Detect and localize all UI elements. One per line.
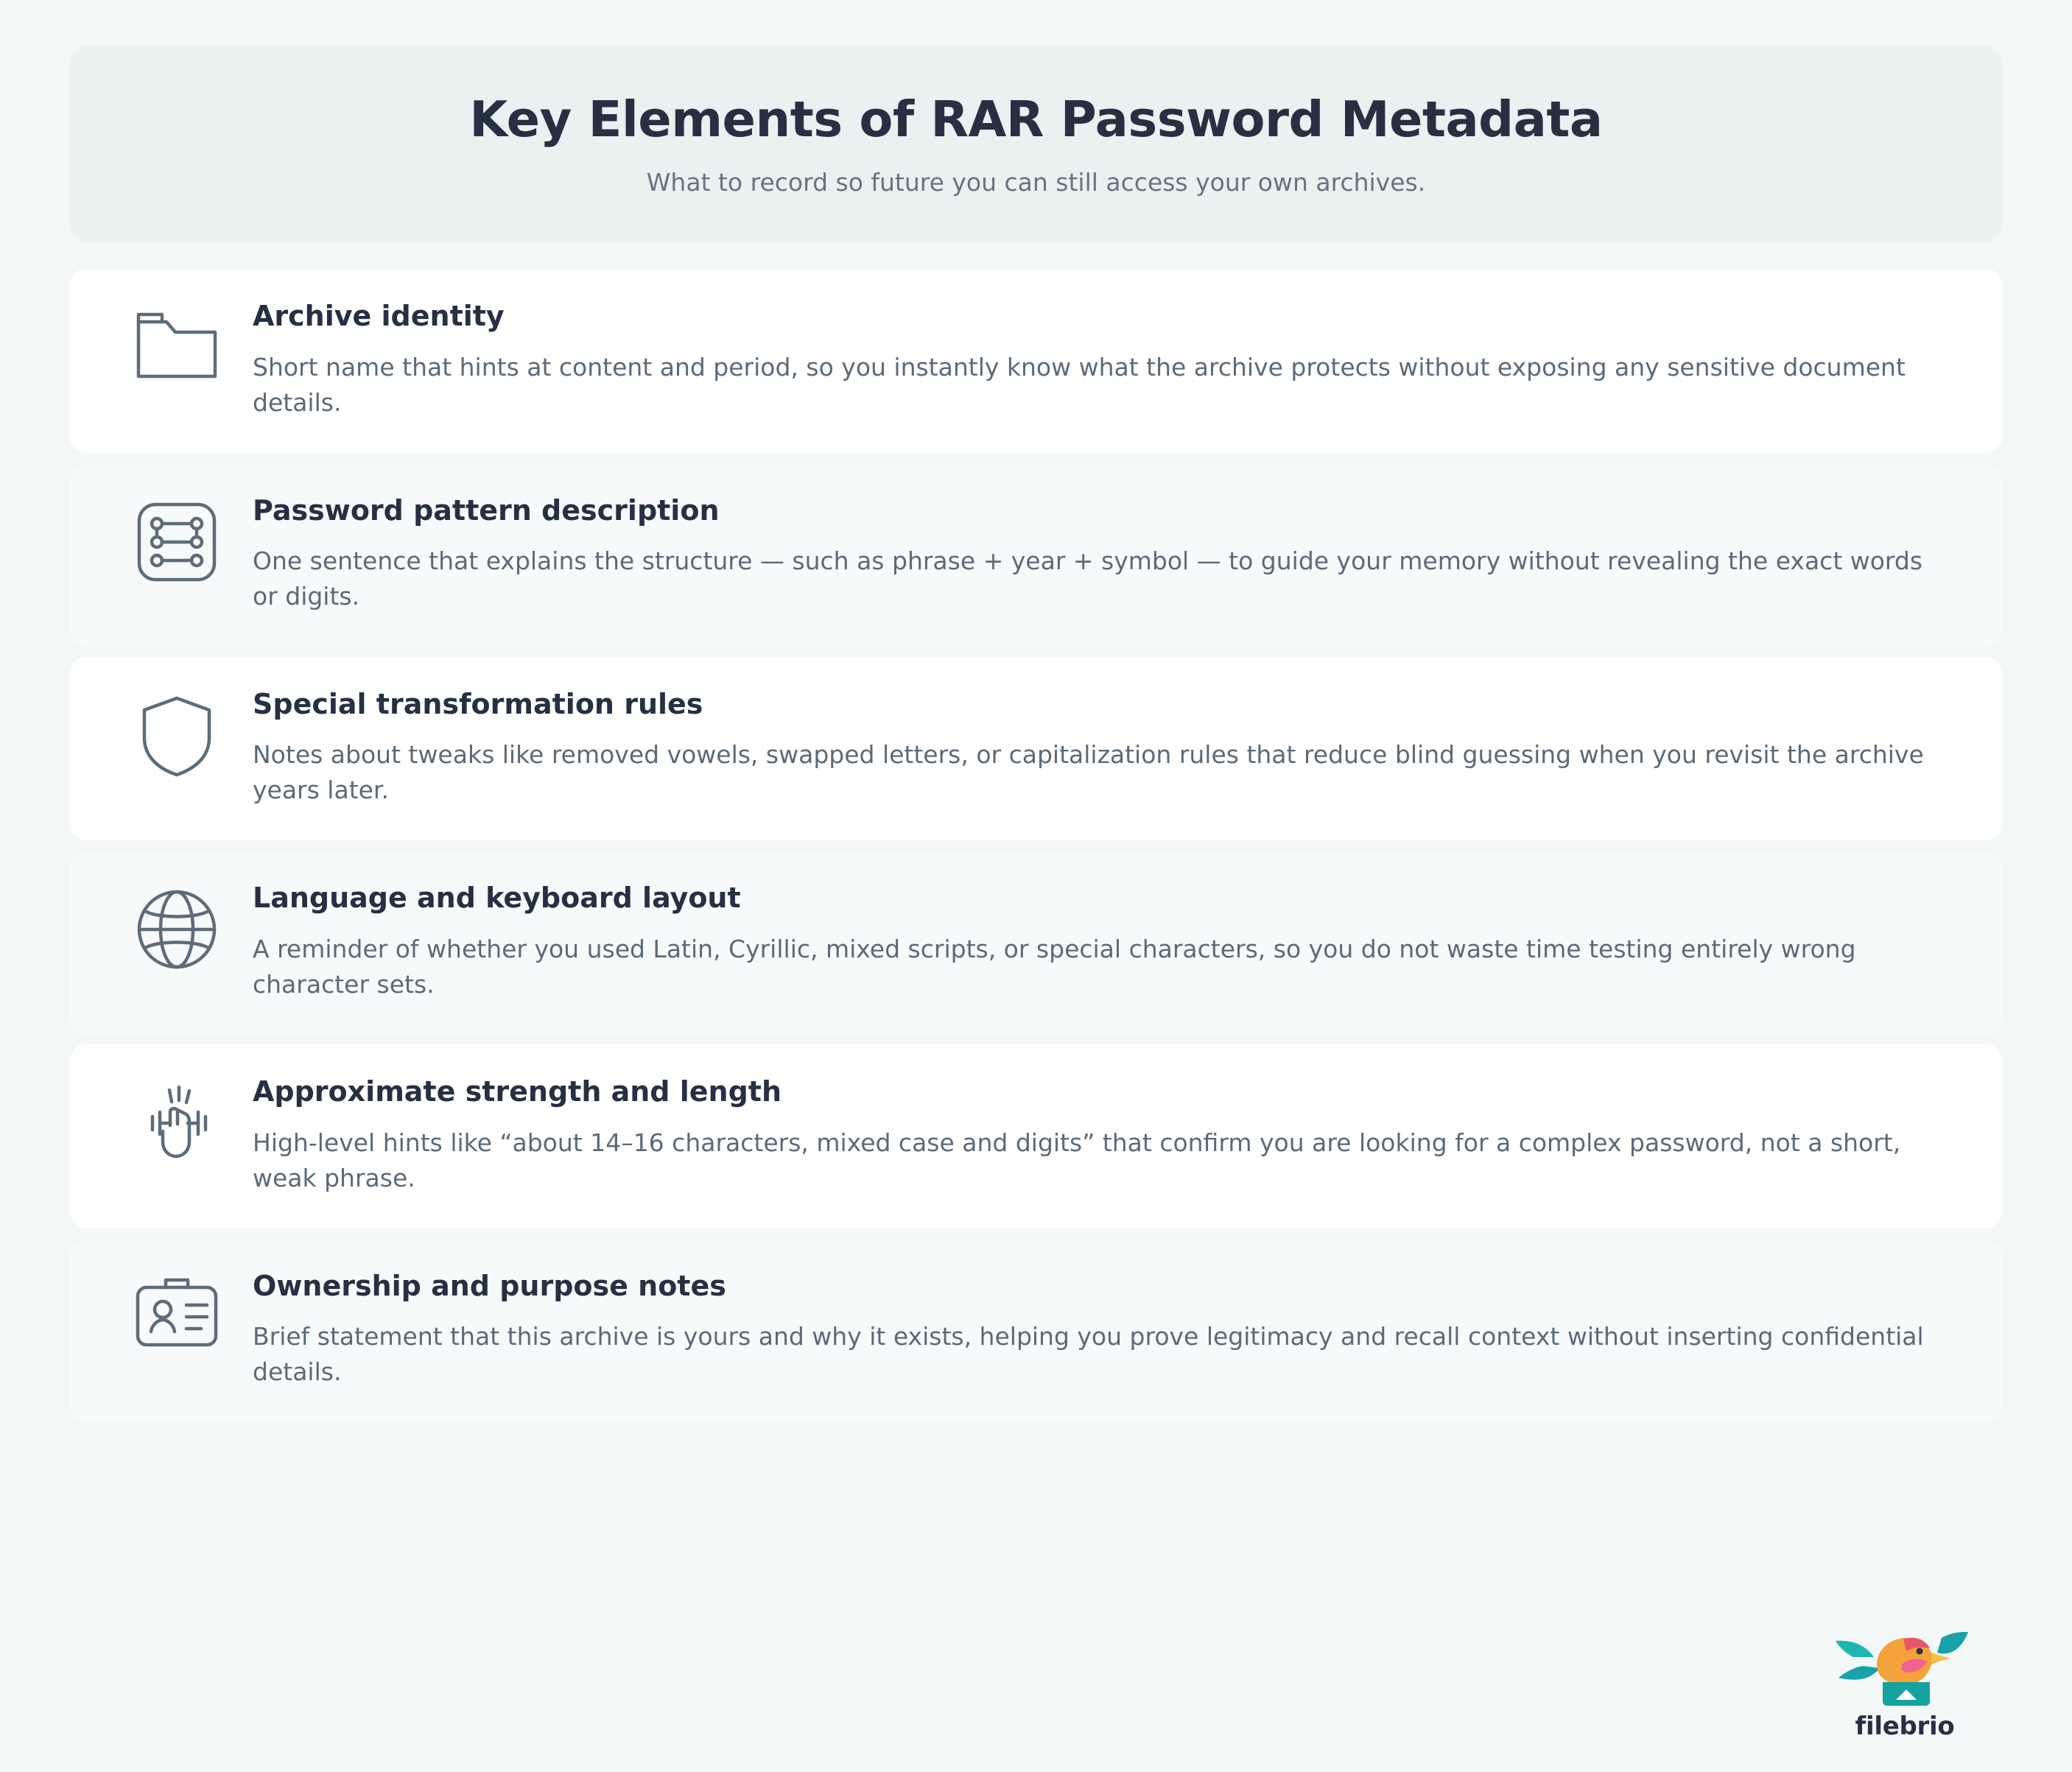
list-item-title: Special transformation rules	[253, 687, 703, 720]
list-item-body	[239, 1270, 1958, 1390]
list-item-title: Language and keyboard layout	[253, 882, 741, 915]
list-item-description: A reminder of whether you used Latin, Cyrillic, mixed scripts, or special characters, so you do not waste time testing entirely wrong character sets.	[253, 934, 1856, 999]
list-item	[70, 463, 2002, 647]
list-item-body	[239, 300, 1958, 420]
list-item-title: Password pattern description	[253, 493, 720, 527]
list-item-title: Approximate strength and length	[253, 1075, 782, 1108]
brand-footer	[1820, 1619, 1990, 1741]
dumbbell-strength-icon	[114, 1075, 239, 1167]
header-card	[70, 46, 2002, 242]
page-title: Key Elements of RAR Password Metadata	[469, 91, 1603, 148]
list-item-body	[239, 882, 1958, 1002]
id-card-icon	[114, 1270, 239, 1351]
list-item	[70, 657, 2002, 840]
list-item-title: Archive identity	[253, 300, 505, 333]
bird-logo-icon	[1820, 1619, 1990, 1707]
list-item	[70, 1044, 2002, 1228]
folder-icon	[114, 300, 239, 385]
list-item-body	[239, 1075, 1958, 1195]
elements-list	[70, 269, 2002, 1422]
list-item-description: Brief statement that this archive is yours and why it exists, helping you prove legitimacy and recall context without inserting confidential details.	[253, 1322, 1924, 1387]
brand-name: filebrio	[1855, 1712, 1955, 1741]
globe-icon	[114, 882, 239, 973]
list-item	[70, 851, 2002, 1034]
list-item-description: Notes about tweaks like removed vowels, swapped letters, or capitalization rules that reduce blind guessing when you revisit the archive years later.	[253, 740, 1924, 805]
pattern-nodes-icon	[114, 494, 239, 586]
list-item-title: Ownership and purpose notes	[253, 1269, 726, 1302]
list-item	[70, 269, 2002, 452]
list-item-description: Short name that hints at content and period, so you instantly know what the archive protects without exposing any sensitive document details.	[253, 352, 1906, 417]
list-item-body	[239, 494, 1958, 614]
list-item-description: One sentence that explains the structure — such as phrase + year + symbol — to guide your memory without revealing the exact words or digits.	[253, 546, 1923, 611]
list-item-body	[239, 688, 1958, 808]
shield-icon	[114, 688, 239, 779]
page-subtitle: What to record so future you can still access your own archives.	[646, 168, 1426, 197]
list-item	[70, 1239, 2002, 1422]
list-item-description: High-level hints like “about 14–16 characters, mixed case and digits” that confirm you are looking for a complex password, not a short, weak phrase.	[253, 1128, 1901, 1192]
